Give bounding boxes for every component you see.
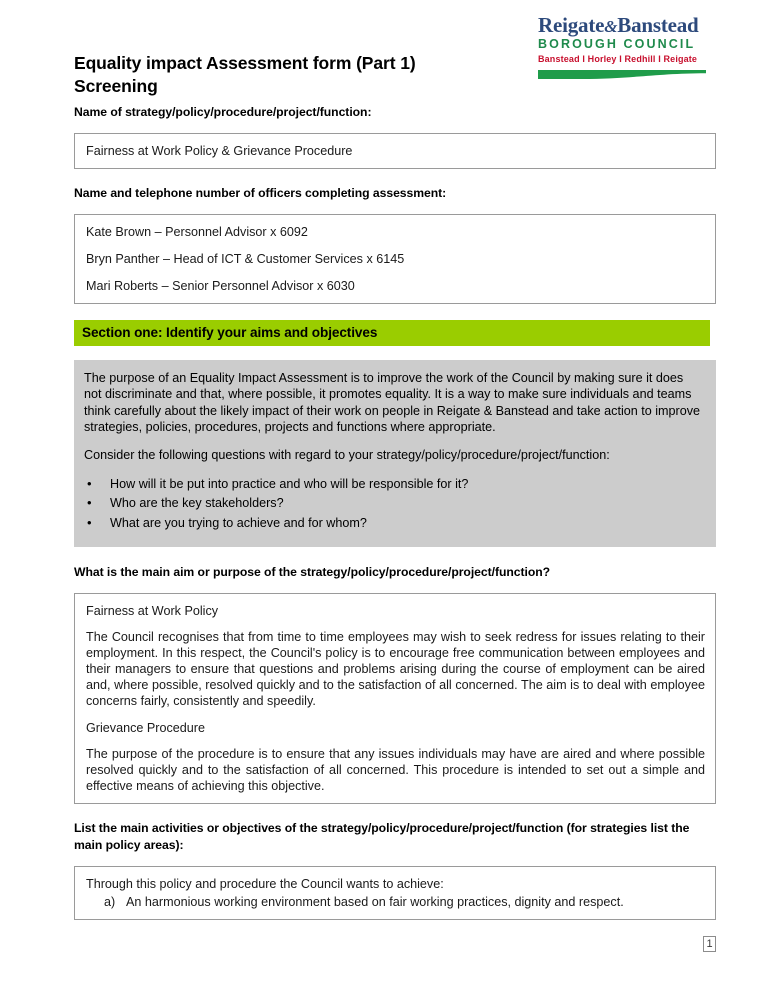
main-aim-heading-1: Fairness at Work Policy xyxy=(86,603,219,618)
activities-intro: Through this policy and procedure the Council wants to achieve: xyxy=(86,876,444,891)
main-aim-body-2: The purpose of the procedure is to ensure that any issues individuals may have are aired and where possible resolved quickly and to the satisfaction of all concerned. This procedure is intended to set out a simple and effective means of achieving this objective. xyxy=(86,746,705,793)
label-name-of-strategy: Name of strategy/policy/procedure/project/function: xyxy=(74,105,372,119)
field-main-aim[interactable] xyxy=(74,593,716,804)
label-officers: Name and telephone number of officers completing assessment: xyxy=(74,185,447,200)
logo-council-name xyxy=(538,14,716,36)
main-aim-body-1: The Council recognises that from time to time employees may wish to seek redress for issues relating to their employment. In this respect, the Council's policy is to encourage free communication between employees and their managers to ensure that questions and problems arising during the course of employment can be aired and, where possible, resolved quickly and to the satisfaction of all concerned. The aim is to deal with employee concerns fairly, consistently and speedily. xyxy=(86,629,705,709)
guidance-paragraph-2: Consider the following questions with regard to your strategy/policy/procedure/project/function: xyxy=(84,447,610,462)
label-main-aim: What is the main aim or purpose of the strategy/policy/procedure/project/function? xyxy=(74,565,551,580)
field-main-activities[interactable] xyxy=(74,866,716,920)
logo-name-reigate: Reigate xyxy=(538,13,605,37)
officer-entry: Kate Brown – Personnel Advisor x 6092 xyxy=(86,224,308,239)
guidance-bullet: • What are you trying to achieve and for whom? xyxy=(84,515,702,532)
officer-entry: Mari Roberts – Senior Personnel Advisor x 6030 xyxy=(86,278,355,293)
logo-ampersand: & xyxy=(604,17,618,36)
section-one-header: Section one: Identify your aims and objectives xyxy=(74,320,710,346)
label-main-activities: List the main activities or objectives of the strategy/policy/procedure/project/function (for strategies list the main policy areas): xyxy=(74,820,690,852)
guidance-bullet: • Who are the key stakeholders? xyxy=(84,495,702,512)
officer-entry: Bryn Panther – Head of ICT & Customer Services x 6145 xyxy=(86,251,405,266)
logo-borough-council: BOROUGH COUNCIL xyxy=(538,37,696,52)
guidance-panel xyxy=(74,360,716,547)
page-title: Equality impact Assessment form (Part 1) Screening xyxy=(74,52,416,97)
logo-swoosh-icon xyxy=(538,70,706,79)
activities-list xyxy=(86,894,705,910)
main-aim-heading-2: Grievance Procedure xyxy=(86,720,206,735)
field-name-of-strategy[interactable] xyxy=(74,133,716,169)
activities-list-item: An harmonious working environment based on fair working practices, dignity and respect. xyxy=(126,894,624,909)
guidance-bullet-list xyxy=(84,476,702,532)
council-logo xyxy=(538,14,716,84)
logo-towns: Banstead I Horley I Redhill I Reigate xyxy=(538,53,698,64)
guidance-bullet: • How will it be put into practice and who will be responsible for it? xyxy=(84,476,702,493)
document-content xyxy=(74,104,716,920)
page-number: 1 xyxy=(703,936,716,952)
field-name-of-strategy-value: Fairness at Work Policy & Grievance Procedure xyxy=(86,143,353,158)
logo-name-banstead: Banstead xyxy=(617,13,699,37)
field-officers[interactable] xyxy=(74,214,716,304)
guidance-paragraph-1: The purpose of an Equality Impact Assessment is to improve the work of the Council by making sure it does not discriminate and that, where possible, it promotes equality. It is a way to make sure individuals and teams think carefully about the likely impact of their work on people in Reigate & Banstead and take action to improve strategies, policies, procedures, projects and functions where appropriate. xyxy=(84,371,701,435)
